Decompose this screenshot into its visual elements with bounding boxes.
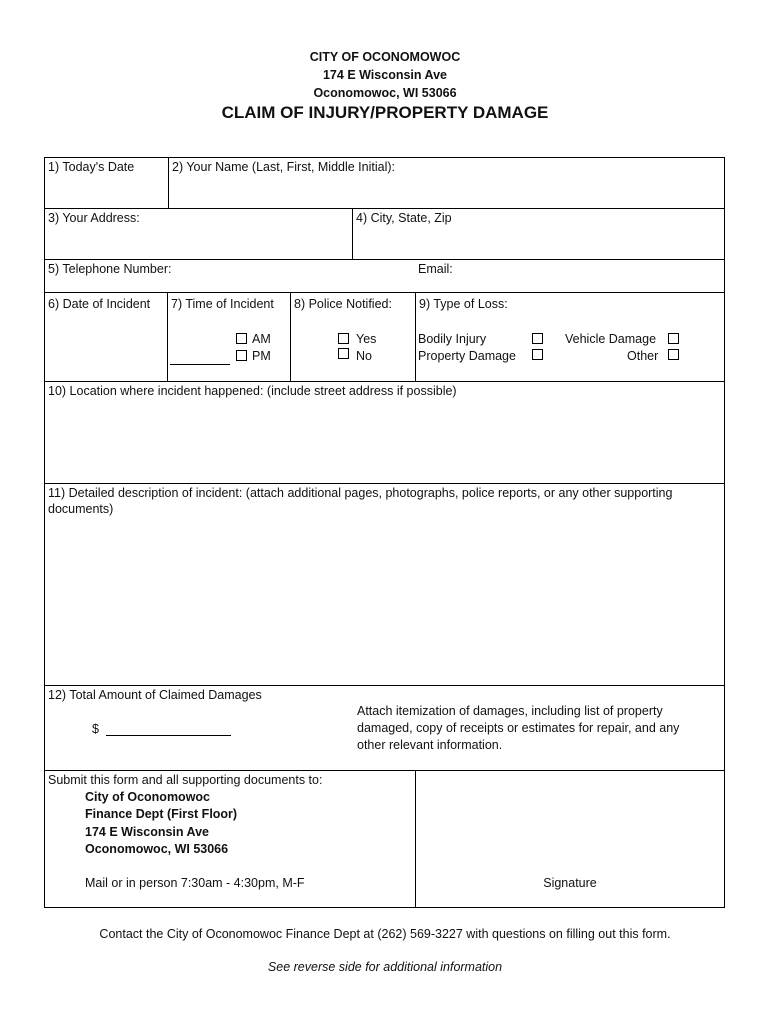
description-label-line2: documents) [48, 502, 114, 516]
rule-row1 [44, 208, 725, 209]
rule-row5 [44, 483, 725, 484]
org-city: Oconomowoc, WI 53066 [313, 86, 457, 100]
todays-date-label: 1) Today's Date [48, 160, 135, 174]
your-name-field[interactable] [170, 176, 723, 206]
submit-address-line4: Oconomowoc, WI 53066 [85, 842, 229, 856]
itemization-note-line2: damaged, copy of receipts or estimates for repair, and any [357, 721, 680, 735]
contact-note: Contact the City of Oconomowoc Finance Dept at (262) 569-3227 with questions on filling out this form. [99, 927, 671, 941]
pm-label: PM [252, 349, 271, 363]
submit-intro: Submit this form and all supporting documents to: [48, 773, 323, 787]
telephone-field[interactable] [190, 261, 410, 291]
date-of-incident-field[interactable] [46, 314, 165, 379]
location-field[interactable] [46, 402, 723, 481]
pm-checkbox[interactable] [236, 350, 247, 361]
bodily-injury-label: Bodily Injury [418, 332, 487, 346]
description-field[interactable] [46, 520, 723, 683]
your-name-label: 2) Your Name (Last, First, Middle Initial): [172, 160, 395, 174]
location-label: 10) Location where incident happened: (include street address if possible) [48, 384, 457, 398]
total-amount-underline[interactable] [106, 735, 231, 736]
vehicle-damage-checkbox[interactable] [668, 333, 679, 344]
submit-address-line1: City of Oconomowoc [85, 790, 210, 804]
email-field[interactable] [462, 261, 722, 291]
type-of-loss-label: 9) Type of Loss: [419, 297, 508, 311]
your-address-field[interactable] [46, 227, 350, 257]
am-label: AM [252, 332, 271, 346]
submit-address-line2: Finance Dept (First Floor) [85, 807, 238, 821]
am-checkbox[interactable] [236, 333, 247, 344]
signature-field[interactable] [417, 772, 723, 872]
office-hours: Mail or in person 7:30am - 4:30pm, M-F [85, 876, 305, 890]
police-yes-label: Yes [356, 332, 377, 346]
itemization-note-line1: Attach itemization of damages, including list of property [357, 704, 663, 718]
org-name: CITY OF OCONOMOWOC [309, 50, 461, 64]
city-state-zip-field[interactable] [354, 227, 723, 257]
bodily-injury-checkbox[interactable] [532, 333, 543, 344]
property-damage-checkbox[interactable] [532, 349, 543, 360]
other-label: Other [627, 349, 659, 363]
org-street: 174 E Wisconsin Ave [322, 68, 447, 82]
itemization-note-line3: other relevant information. [357, 738, 503, 752]
rule-col-7-8 [290, 292, 291, 381]
signature-label: Signature [543, 876, 597, 890]
police-no-label: No [356, 349, 372, 363]
form-title: CLAIM OF INJURY/PROPERTY DAMAGE [221, 103, 549, 122]
rule-row4 [44, 381, 725, 382]
rule-row3 [44, 292, 725, 293]
property-damage-label: Property Damage [418, 349, 516, 363]
description-label-line1: 11) Detailed description of incident: (attach additional pages, photographs, police reports, or any other supporting [48, 486, 673, 500]
reverse-side-note: See reverse side for additional information [267, 960, 503, 974]
email-label: Email: [418, 262, 453, 276]
police-no-checkbox[interactable] [338, 348, 349, 359]
time-of-incident-underline[interactable] [170, 364, 230, 365]
date-of-incident-label: 6) Date of Incident [48, 297, 151, 311]
dollar-sign: $ [92, 722, 99, 736]
police-yes-checkbox[interactable] [338, 333, 349, 344]
other-checkbox[interactable] [668, 349, 679, 360]
vehicle-damage-label: Vehicle Damage [565, 332, 657, 346]
rule-col-8-9 [415, 292, 416, 381]
rule-col-6-7 [167, 292, 168, 381]
rule-row6 [44, 685, 725, 686]
total-amount-label: 12) Total Amount of Claimed Damages [48, 688, 262, 702]
submit-address-line3: 174 E Wisconsin Ave [85, 825, 210, 839]
police-notified-label: 8) Police Notified: [294, 297, 392, 311]
city-state-zip-label: 4) City, State, Zip [356, 211, 452, 225]
time-of-incident-label: 7) Time of Incident [171, 297, 274, 311]
todays-date-field[interactable] [46, 176, 166, 206]
your-address-label: 3) Your Address: [48, 211, 140, 225]
telephone-label: 5) Telephone Number: [48, 262, 172, 276]
